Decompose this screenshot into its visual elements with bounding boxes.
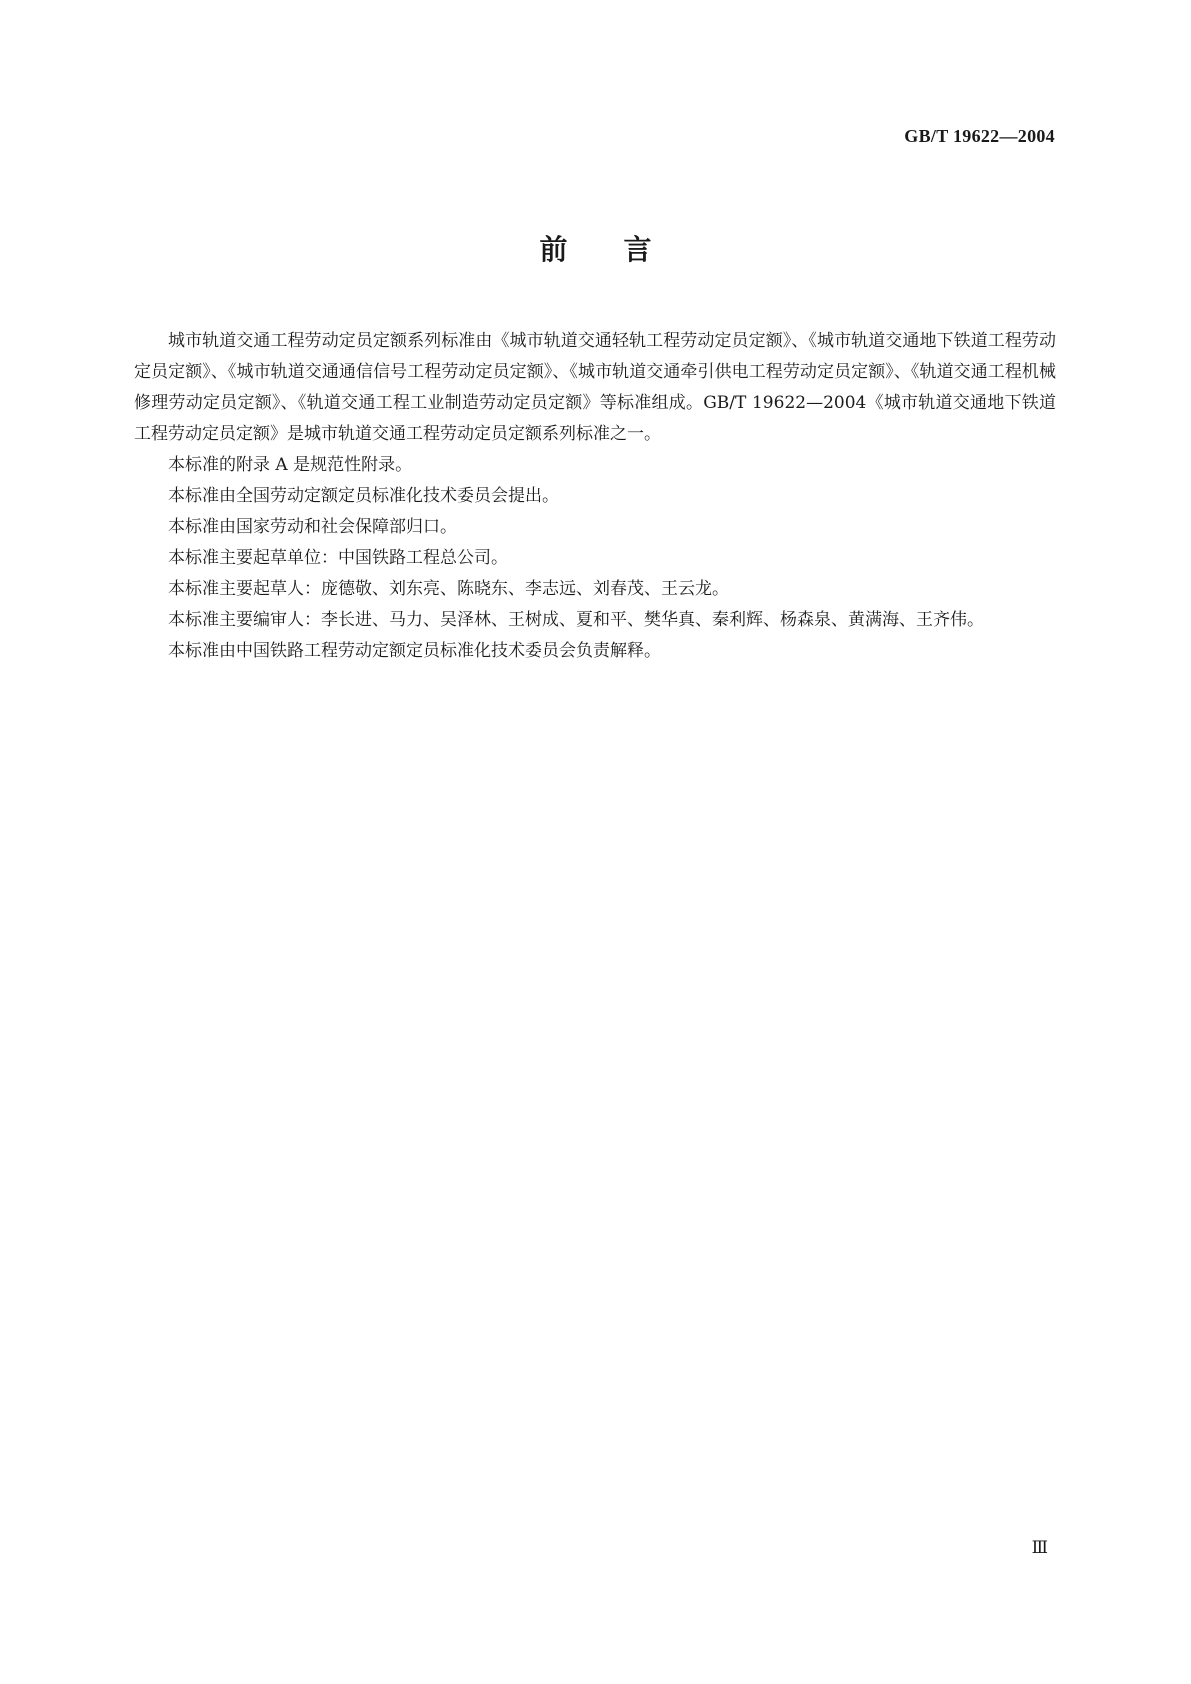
foreword-body [134,326,1056,667]
paragraph-proposed-by: 本标准由全国劳动定额定员标准化技术委员会提出。 [168,486,559,506]
page-title: 前言 [539,233,708,266]
paragraph-reviewers: 本标准主要编审人：李长进、马力、吴泽林、王树成、夏和平、樊华真、秦利辉、杨森泉、黄满海、王齐伟。 [168,610,984,630]
standard-code: GB/T 19622—2004 [904,126,1055,146]
paragraph-drafting-unit: 本标准主要起草单位：中国铁路工程总公司。 [168,548,508,568]
paragraph-appendix: 本标准的附录 A 是规范性附录。 [168,455,413,475]
paragraph-centralized-by: 本标准由国家劳动和社会保障部归口。 [168,517,457,537]
paragraph-series-description: 城市轨道交通工程劳动定员定额系列标准由《城市轨道交通轻轨工程劳动定员定额》、《城市轨道交通地下铁道工程劳动定员定额》、《城市轨道交通通信信号工程劳动定员定额》、《城市轨道交通牵引供电工程劳动定员定额》、《轨道交通工程机械修理劳动定员定额》、《轨道交通工程工业制造劳动定员定额》等标准组成。GB/T 19622—2004《城市轨道交通地下铁道工程劳动定员定额》是城市轨道交通工程劳动定员定额系列标准之一。 [134,331,1056,444]
paragraph-interpretation: 本标准由中国铁路工程劳动定额定员标准化技术委员会负责解释。 [168,641,661,661]
page-number: Ⅲ [1031,1538,1048,1557]
paragraph-drafters: 本标准主要起草人：庞德敬、刘东亮、陈晓东、李志远、刘春茂、王云龙。 [168,579,729,599]
